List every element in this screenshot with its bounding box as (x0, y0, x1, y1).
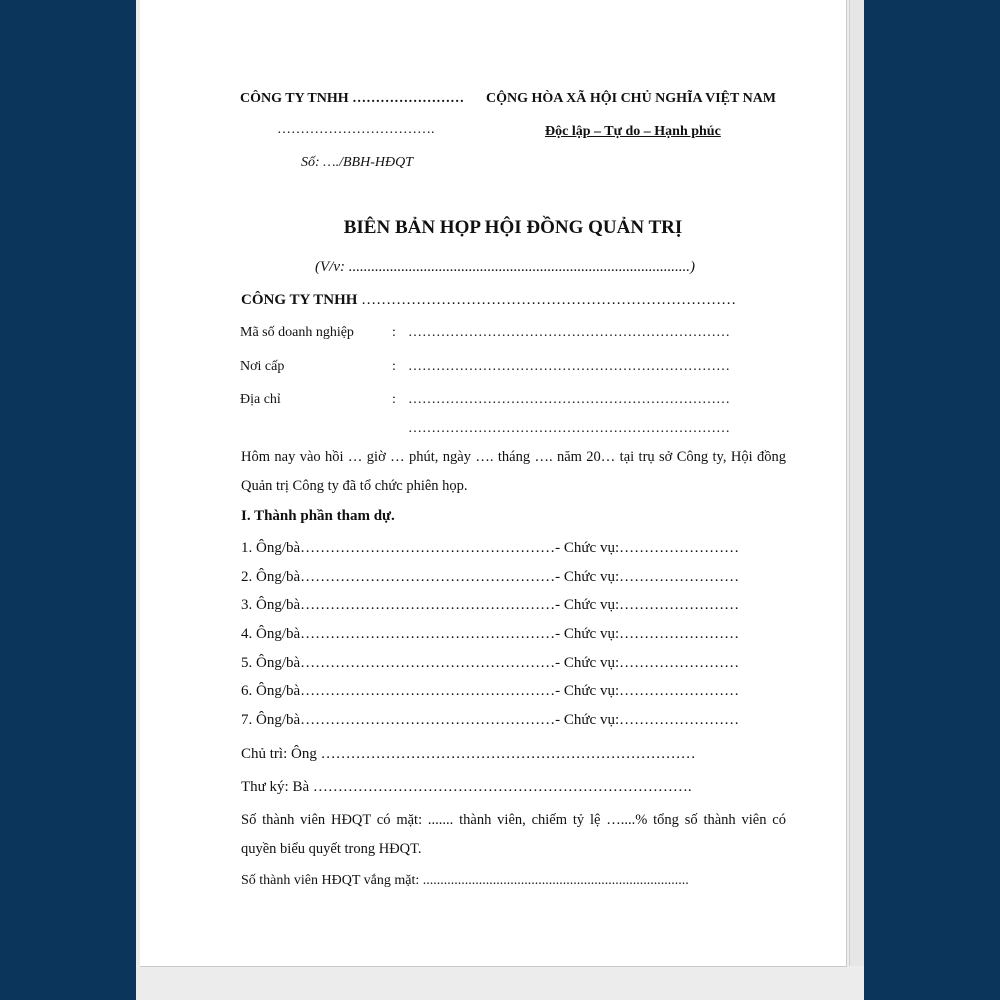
field-dots-address-2: …………………………………………………………… (408, 421, 730, 436)
field-label-address: Địa chỉ (240, 392, 281, 407)
document-number: Số: …./BBH-HĐQT (301, 155, 413, 170)
field-colon: : (392, 359, 396, 374)
company-header: CÔNG TY TNHH …………………… (240, 91, 465, 106)
absent-members-line: Số thành viên HĐQT vắng mặt: ............................................................................ (241, 873, 689, 888)
document-viewer (136, 0, 864, 1000)
section-heading: I. Thành phần tham dự. (241, 508, 395, 524)
field-dots-issuer: …………………………………………………………… (408, 359, 730, 374)
attendee-line: 5. Ông/bà……………………………………………- Chức vụ:…………………… (241, 655, 740, 671)
document-title: BIÊN BẢN HỌP HỘI ĐỒNG QUẢN TRỊ (343, 217, 683, 238)
subject-line: (V/v: ...........................................................................................) (315, 259, 695, 275)
motto: Độc lập – Tự do – Hạnh phúc (545, 124, 721, 139)
field-dots-address: …………………………………………………………… (408, 392, 730, 407)
company-name-dots: ………………………………………………………………… (361, 292, 737, 308)
company-name-label: CÔNG TY TNHH (241, 292, 358, 308)
present-members-paragraph: Số thành viên HĐQT có mặt: ....... thành viên, chiếm tỷ lệ …....% tổng số thành viên có quyền biểu quyết trong HĐQT. (241, 812, 786, 857)
chair-line: Chủ trì: Ông ………………………………………………………………… (241, 746, 696, 762)
secretary-line: Thư ký: Bà …………………………………………………………………. (241, 779, 692, 795)
page-gap (136, 968, 864, 1000)
attendee-line: 3. Ông/bà……………………………………………- Chức vụ:…………………… (241, 597, 740, 613)
country-header: CỘNG HÒA XÃ HỘI CHỦ NGHĨA VIỆT NAM (486, 91, 777, 106)
attendee-line: 1. Ông/bà……………………………………………- Chức vụ:…………………… (241, 540, 740, 556)
attendee-line: 6. Ông/bà……………………………………………- Chức vụ:…………………… (241, 683, 740, 699)
document-page (140, 0, 847, 967)
attendee-line: 2. Ông/bà……………………………………………- Chức vụ:…………………… (241, 569, 740, 585)
field-colon: : (392, 325, 396, 340)
intro-paragraph: Hôm nay vào hồi … giờ … phút, ngày …. tháng …. năm 20… tại trụ sở Công ty, Hội đồng Quản trị Công ty đã tổ chức phiên họp. (241, 449, 786, 494)
company-name-line (241, 292, 736, 309)
attendee-line: 4. Ông/bà……………………………………………- Chức vụ:…………………… (241, 626, 740, 642)
field-dots-tax-code: …………………………………………………………… (408, 325, 730, 340)
attendee-line: 7. Ông/bà……………………………………………- Chức vụ:…………………… (241, 712, 740, 728)
vertical-scrollbar[interactable] (849, 0, 864, 966)
field-colon: : (392, 392, 396, 407)
field-label-issuer: Nơi cấp (240, 359, 285, 374)
field-label-tax-code: Mã số doanh nghiệp (240, 325, 354, 340)
company-header-line2: ……………………………. (277, 122, 435, 137)
